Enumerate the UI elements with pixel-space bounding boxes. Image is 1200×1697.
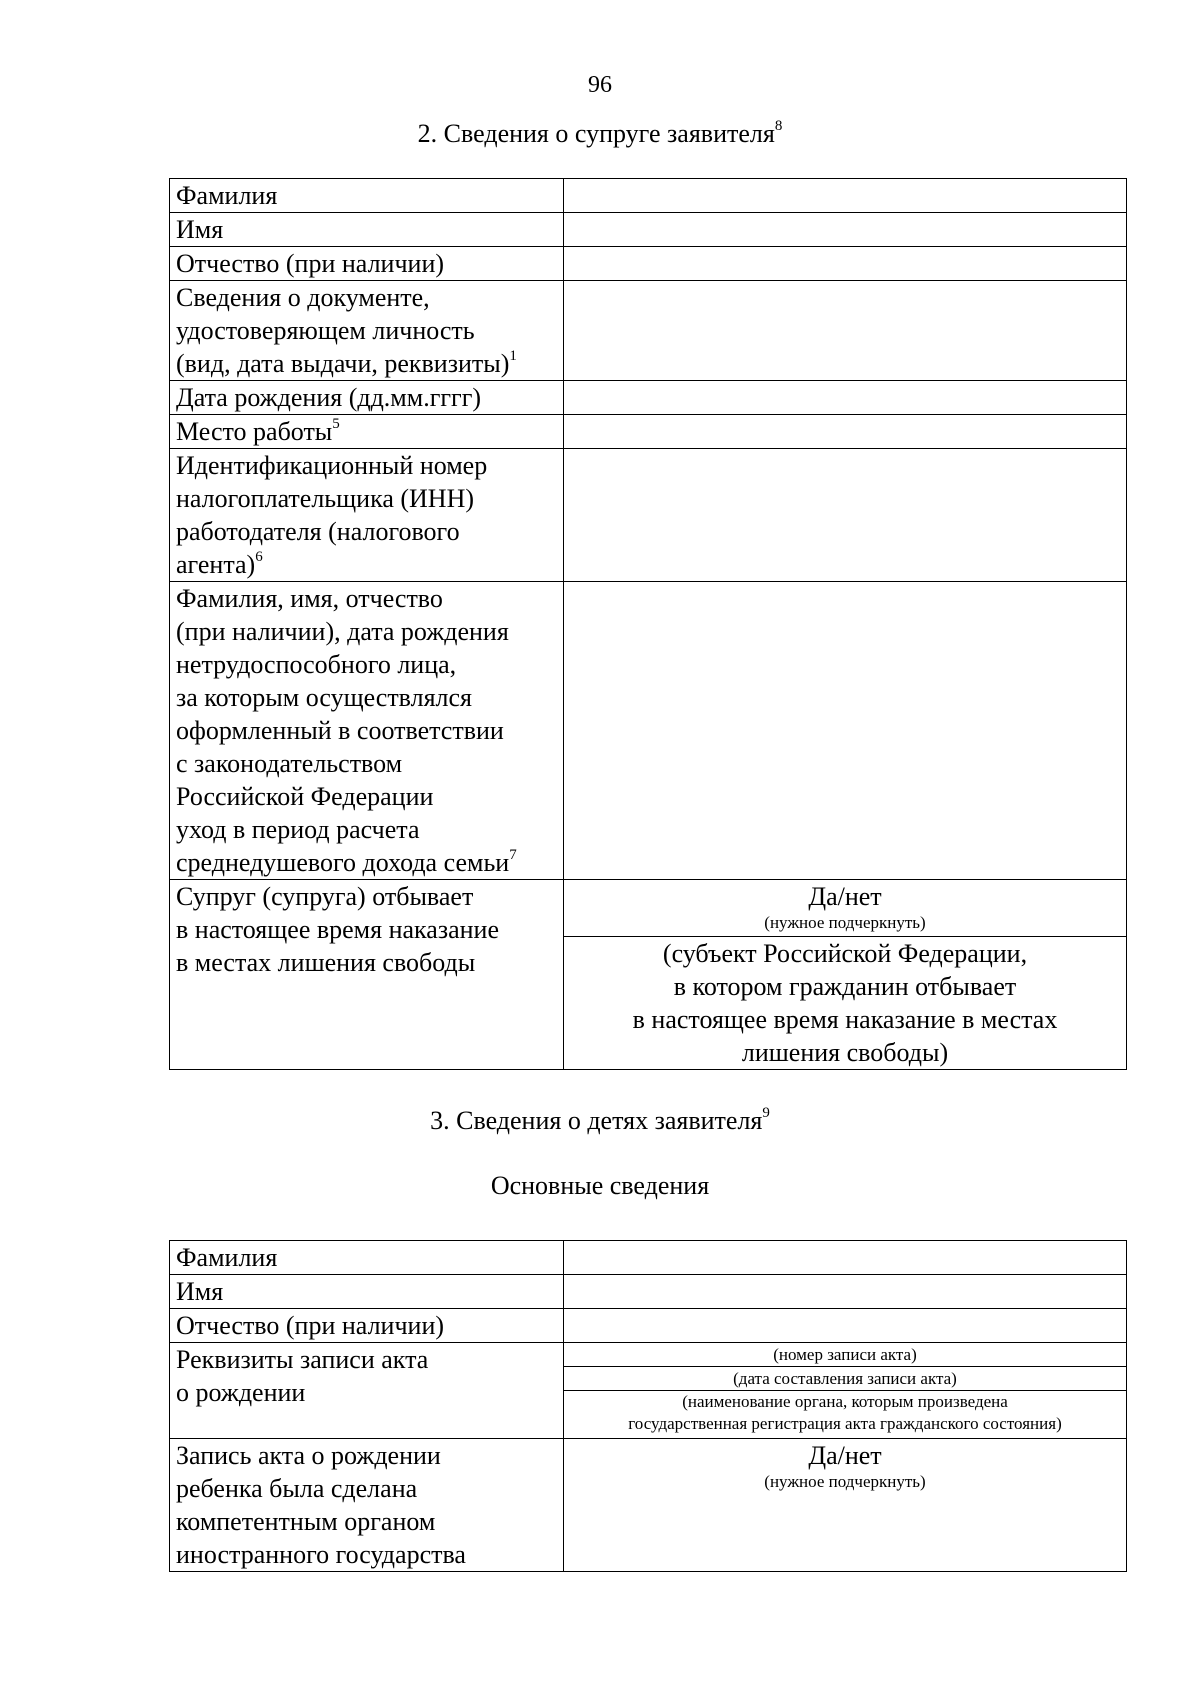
footnote-ref: 8 xyxy=(774,118,783,134)
yes-no-choice[interactable] xyxy=(564,880,1126,937)
underline-note: (нужное подчеркнуть) xyxy=(764,1472,926,1491)
page-number: 96 xyxy=(588,72,612,98)
act-number-field[interactable]: (номер записи акта) xyxy=(564,1343,1126,1367)
label-line: (при наличии), дата рождения xyxy=(176,617,509,646)
table-row xyxy=(170,281,1127,381)
act-date-field[interactable]: (дата составления записи акта) xyxy=(564,1367,1126,1391)
table-row xyxy=(170,1439,1127,1572)
label-line: уход в период расчета xyxy=(176,815,420,844)
table-row xyxy=(170,381,1127,415)
label-line: компетентным органом xyxy=(176,1507,436,1536)
label-line: Идентификационный номер xyxy=(176,451,488,480)
value-field[interactable] xyxy=(564,381,1127,415)
row-label: Отчество (при наличии) xyxy=(170,247,564,281)
row-label xyxy=(170,1343,564,1439)
section-3-title xyxy=(0,1105,1200,1137)
value-field[interactable] xyxy=(564,281,1127,381)
label-line: ребенка была сделана xyxy=(176,1474,418,1503)
value-field[interactable] xyxy=(564,213,1127,247)
section-3-title-text: 3. Сведения о детях заявителя xyxy=(430,1106,763,1135)
imprisonment-field xyxy=(564,880,1127,1070)
table-row xyxy=(170,1343,1127,1439)
footnote-ref: 7 xyxy=(509,847,517,863)
label-line: Реквизиты записи акта xyxy=(176,1345,429,1374)
row-label xyxy=(170,582,564,880)
row-label: Дата рождения (дд.мм.гггг) xyxy=(170,381,564,415)
label-line: удостоверяющем личность xyxy=(176,316,475,345)
row-label: Фамилия xyxy=(170,1241,564,1275)
region-note-line: лишения свободы) xyxy=(741,1038,949,1067)
table-row xyxy=(170,1309,1127,1343)
label-line: налогоплательщика (ИНН) xyxy=(176,484,475,513)
value-field[interactable] xyxy=(564,1241,1127,1275)
label-line: Сведения о документе, xyxy=(176,283,430,312)
table-row xyxy=(170,213,1127,247)
value-field[interactable] xyxy=(564,582,1127,880)
table-row xyxy=(170,880,1127,1070)
table-row xyxy=(170,247,1127,281)
yes-no-text[interactable]: Да/нет xyxy=(808,1441,882,1470)
row-label: Имя xyxy=(170,213,564,247)
footnote-ref: 9 xyxy=(762,1105,770,1121)
label-line: Фамилия, имя, отчество xyxy=(176,584,443,613)
table-row xyxy=(170,1241,1127,1275)
label-line: агента)$^6$ xyxy=(176,549,263,579)
table-row xyxy=(170,582,1127,880)
value-field[interactable] xyxy=(564,449,1127,582)
label-line: с законодательством xyxy=(176,749,403,778)
authority-note-line: государственная регистрация акта гражданского состояния) xyxy=(628,1414,1062,1433)
region-note-line: (субъект Российской Федерации, xyxy=(662,939,1028,968)
row-label: Место работы$^5$ xyxy=(170,415,564,449)
table-row xyxy=(170,415,1127,449)
region-note-line: в котором гражданин отбывает xyxy=(673,972,1017,1001)
label-line: нетрудоспособного лица, xyxy=(176,650,457,679)
label-line: работодателя (налогового xyxy=(176,517,460,546)
label-line: о рождении xyxy=(176,1378,306,1407)
children-info-table xyxy=(169,1240,1127,1572)
yes-no-text[interactable]: Да/нет xyxy=(808,882,882,911)
table-row xyxy=(170,179,1127,213)
label-line: иностранного государства xyxy=(176,1540,466,1569)
value-field[interactable] xyxy=(564,1275,1127,1309)
table-row xyxy=(170,1275,1127,1309)
label-line: в настоящее время наказание xyxy=(176,915,499,944)
value-field[interactable] xyxy=(564,1309,1127,1343)
authority-note-line: (наименование органа, которым произведена xyxy=(682,1392,1008,1411)
yes-no-choice[interactable] xyxy=(564,1439,1127,1572)
spouse-info-table xyxy=(169,178,1127,1070)
act-record-field xyxy=(564,1343,1127,1439)
value-field[interactable] xyxy=(564,415,1127,449)
act-authority-field[interactable] xyxy=(564,1391,1126,1435)
footnote-ref: 1 xyxy=(509,348,517,364)
label-line: среднедушевого дохода семьи$^7$ xyxy=(176,847,517,877)
label-line: Супруг (супруга) отбывает xyxy=(176,882,474,911)
row-label xyxy=(170,281,564,381)
section-2-title xyxy=(0,118,1200,150)
region-note-line: в настоящее время наказание в местах xyxy=(632,1005,1058,1034)
label-line: в местах лишения свободы xyxy=(176,948,476,977)
region-field[interactable] xyxy=(564,937,1126,1069)
row-label: Имя xyxy=(170,1275,564,1309)
value-field[interactable] xyxy=(564,247,1127,281)
footnote-ref: 5 xyxy=(332,416,340,432)
row-label xyxy=(170,449,564,582)
label-line: оформленный в соответствии xyxy=(176,716,504,745)
value-field[interactable] xyxy=(564,179,1127,213)
label-line: (вид, дата выдачи, реквизиты)$^1$ xyxy=(176,348,517,378)
row-label xyxy=(170,880,564,1070)
label-line: за которым осуществлялся xyxy=(176,683,473,712)
section-2-title-text: 2. Сведения о супруге заявителя xyxy=(417,119,775,148)
label-line: Запись акта о рождении xyxy=(176,1441,441,1470)
row-label: Фамилия xyxy=(170,179,564,213)
basic-info-subtitle: Основные сведения xyxy=(490,1171,710,1200)
underline-note: (нужное подчеркнуть) xyxy=(764,913,926,932)
label-line: Российской Федерации xyxy=(176,782,434,811)
table-row xyxy=(170,449,1127,582)
row-label xyxy=(170,1439,564,1572)
footnote-ref: 6 xyxy=(255,549,263,565)
row-label: Отчество (при наличии) xyxy=(170,1309,564,1343)
